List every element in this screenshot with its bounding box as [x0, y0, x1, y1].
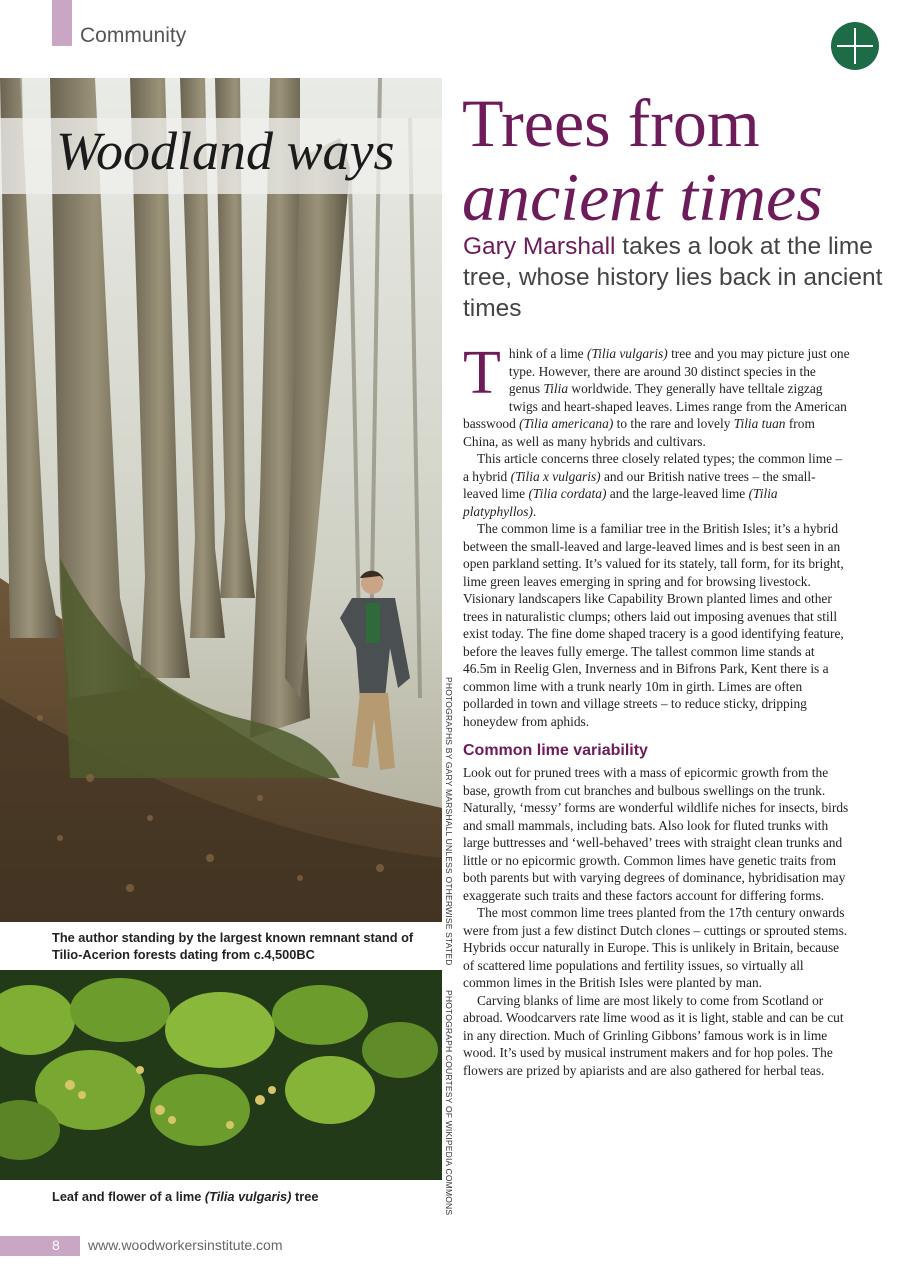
article-body: [463, 339, 850, 1079]
photo-credit-main: PHOTOGRAPHS BY GARY MARSHALL UNLESS OTHERWISE STATED: [444, 677, 454, 966]
footer-url: www.woodworkersinstitute.com: [88, 1237, 283, 1253]
caption-text: Leaf and flower of a lime: [52, 1189, 205, 1204]
photo-caption-leaf: [52, 1188, 432, 1205]
leaf-illustration: [0, 970, 442, 1180]
latin-name: Tilia tuan: [733, 416, 786, 431]
paragraph-3: The common lime is a familiar tree in the British Isles; it’s a hybrid between the small-leaved and large-leaved limes and is best seen in an open parkland setting. It’s valued for its stately, tall form, for its bright, lime green leaves emerging in spring and for browsing livestock. Visionary landscapers like Capability Brown planted limes and other trees in naturalistic clumps; others laid out imposing avenues that still exist today. The fine dome shaped tracery is a good identifying feature, before the leaves fully emerge. The tallest common lime stands at 46.5m in Reelig Glen, Inverness and in Bifrons Park, Kent there is a common lime with a trunk nearly 10m in girth. Limes are often pollarded in town and village streets – to reduce sticky, dripping honeydew from aphids.: [463, 521, 844, 729]
photo-caption-author: The author standing by the largest known remnant stand of Tilio-Acerion forests dating from c.4,500BC: [52, 930, 414, 962]
photo-credit-leaf: PHOTOGRAPH COURTESY OF WIKIPEDIA COMMONS: [444, 990, 454, 1216]
section-color-bar: [52, 0, 72, 46]
page-number-bar: [0, 1236, 80, 1256]
paragraph-6: Carving blanks of lime are most likely to come from Scotland or abroad. Woodcarvers rate lime wood as it is light, stable and can be cut in any direction. Much of Grinling Gibbons’ famous work is in lime wood. It’s used by musical instrument makers and for hop poles. The flowers are prized by apiarists and are also gathered for herbal teas.: [463, 992, 844, 1078]
drop-cap: T: [463, 339, 501, 407]
latin-name: (Tilia cordata): [528, 486, 607, 501]
paragraph-1-text: hink of a lime (Tilia vulgaris) tree and you may picture just one type. However, there are around 30 distinct species in the genus Tilia worldwide. They generally have telltale zigzag twigs and heart-shaped leaves. Limes range from the American basswood (Tilia americana) to the rare and lovely Tilia tuan from China, as well as many hybrids and cultivars.: [463, 346, 850, 449]
plus-logo-icon: [831, 22, 879, 70]
latin-name: (Tilia vulgaris): [586, 346, 668, 361]
page-number: 8: [52, 1237, 60, 1253]
paragraph-4: Look out for pruned trees with a mass of epicormic growth from the base, growth from cut branches and bulbous swellings on the trunk. Naturally, ‘messy’ forms are wonderful wildlife niches for insects, birds and small mammals, including bats. Also look for fluted trunks with large buttresses and ‘well-behaved’ trees with straight clean trunks and little or no epicormic growth. Common limes have genetic traits from both parents but with varying degrees of dominance, hybridisation may exaggerate such traits and these factors account for differing forms.: [463, 765, 849, 903]
author-name: Gary Marshall: [463, 233, 616, 260]
latin-name: (Tilia platyphyllos): [463, 486, 778, 519]
caption-latin-name: (Tilia vulgaris): [204, 1189, 292, 1204]
caption-text-end: tree: [291, 1189, 319, 1204]
woodland-photo: [0, 78, 442, 922]
lime-leaf-photo: [0, 970, 442, 1180]
woodland-illustration: [0, 78, 442, 922]
article-title-line1: Trees from: [462, 85, 760, 161]
latin-name: (Tilia americana): [519, 416, 614, 431]
standfirst: [463, 231, 883, 324]
article-title-line2: ancient times: [462, 159, 823, 235]
paragraph-5: The most common lime trees planted from the 17th century onwards were from just a few distinct Dutch clones – cuttings or sprouted stems. Hybrids occur naturally in Europe. This is unlikely in Britain, because of scattered lime populations and fertility issues, so virtually all common limes in the British Isles were planted by man.: [463, 905, 848, 990]
standfirst-text: takes a look at the lime tree, whose history lies back in ancient times: [463, 233, 883, 322]
section-label: Community: [80, 24, 187, 47]
paragraph-2: This article concerns three closely related types; the common lime – a hybrid (Tilia x vulgaris) and our British native trees – the small-leaved lime (Tilia cordata) and the large-leaved lime (Tilia platyphyllos).: [463, 451, 843, 519]
series-title: Woodland ways: [56, 121, 395, 181]
latin-name: (Tilia x vulgaris): [510, 468, 601, 484]
latin-name: Tilia: [543, 381, 569, 396]
subheading: Common lime variability: [463, 742, 648, 759]
paragraph-1: [463, 339, 850, 450]
